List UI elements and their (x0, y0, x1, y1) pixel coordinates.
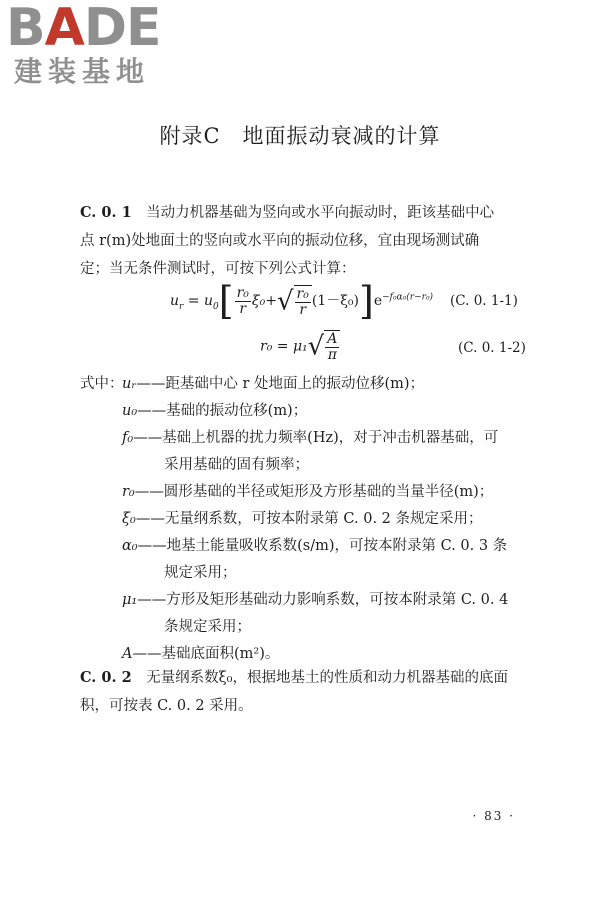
eq-exponent: −f₀α₀(r−r₀) (382, 292, 434, 303)
definition-text: ——基础底面积(m²)。 (132, 646, 280, 662)
para-line: 无量纲系数ξ₀，根据地基土的性质和动力机器基础的底面 (146, 670, 508, 686)
eq-sign: = (187, 293, 200, 309)
eq-symbol: u (203, 293, 214, 309)
fraction-numerator: r₀ (236, 284, 249, 301)
definition-symbol: α₀ (122, 538, 138, 554)
definition-symbol: A (122, 646, 133, 662)
definition-item (122, 533, 507, 560)
para-line: 定；当无条件测试时，可按下列公式计算： (80, 261, 356, 277)
definition-symbol: f₀ (122, 430, 134, 446)
eq-term: ξ₀+ (251, 293, 277, 309)
definition-text: 条规定采用； (164, 619, 251, 635)
eq-symbol: μ₁ (292, 338, 308, 355)
equation-number: (C. 0. 1-2) (458, 340, 526, 356)
section-number: C. 0. 2 (80, 669, 132, 686)
definition-item (122, 479, 493, 506)
definition-item (122, 425, 498, 452)
definition-symbol: ξ₀ (122, 511, 136, 527)
page-number: · 83 · (472, 809, 515, 823)
eq-fraction (235, 286, 251, 317)
appendix-title: 附录C 地面振动衰减的计算 (159, 124, 441, 148)
definition-symbol: uᵣ (122, 376, 137, 392)
section-c01 (80, 199, 558, 283)
definition-item (122, 398, 307, 425)
equation-number: (C. 0. 1-1) (450, 293, 518, 309)
definition-symbol: μ₁ (122, 592, 138, 608)
definition-text: ——基础的振动位移(m)； (137, 403, 308, 419)
definition-item (122, 506, 483, 533)
definition-item (122, 587, 508, 614)
fraction-denominator: π (327, 347, 337, 363)
eq-sign: = (276, 338, 289, 355)
definition-text: ——地基土能量吸收系数(s/m)，可按本附录第 C. 0. 3 条 (137, 538, 508, 554)
definition-item (122, 371, 424, 398)
fraction-denominator: r (299, 301, 307, 318)
eq-symbol: u (170, 293, 180, 309)
para-line: 点 r(m)处地面土的竖向或水平向的振动位移，宜由现场测试确 (80, 233, 480, 249)
fraction-numerator: A (327, 331, 338, 347)
left-bracket: [ (218, 279, 234, 323)
definition-text: 规定采用； (164, 565, 237, 581)
section-c02 (80, 664, 558, 720)
eq-exp-base: e (373, 293, 383, 309)
definition-symbol: r₀ (122, 484, 135, 500)
radical-sign: √ (307, 331, 325, 362)
eq-term: (1－ξ₀) (311, 293, 359, 309)
definition-text: ——距基础中心 r 处地面上的振动位移(m)； (136, 376, 425, 392)
right-bracket: ] (359, 279, 374, 323)
definition-text: ——圆形基础的半径或矩形及方形基础的当量半径(m)； (134, 484, 494, 500)
logo-wordmark (6, 0, 161, 58)
eq-subscript: r (179, 301, 184, 312)
logo-accent-letter: A (44, 0, 84, 58)
where-label: 式中： (80, 376, 124, 392)
definition-text: ——无量纲系数，可按本附录第 C. 0. 2 条规定采用； (135, 511, 483, 527)
definition-text: ——基础上机器的扰力频率(Hz)，对于冲击机器基础，可 (133, 430, 499, 446)
section-number: C. 0. 1 (80, 204, 132, 221)
definition-item-continued (164, 560, 237, 587)
definition-item-continued (164, 614, 251, 641)
fraction-numerator: r₀ (296, 285, 309, 302)
eq-symbol: r₀ (260, 338, 273, 355)
definition-item-continued (164, 452, 309, 479)
definition-text: 采用基础的固有频率； (164, 457, 309, 473)
definition-symbol: u₀ (122, 403, 138, 419)
para-line: 积，可按表 C. 0. 2 采用。 (80, 698, 253, 714)
logo-subtitle: 建装基地 (14, 55, 151, 88)
radical-sign: √ (276, 286, 294, 316)
definition-text: ——方形及矩形基础动力影响系数，可按本附录第 C. 0. 4 (137, 592, 509, 608)
eq-subscript: 0 (213, 301, 219, 312)
fraction-denominator: r (239, 300, 247, 317)
eq-sqrt (308, 330, 341, 363)
eq-sqrt (277, 285, 312, 318)
equation-c012 (260, 330, 410, 370)
para-line: 当动力机器基础为竖向或水平向振动时，距该基础中心 (146, 205, 495, 221)
logo-letter: B (6, 0, 45, 58)
logo-letters: DE (83, 0, 161, 58)
